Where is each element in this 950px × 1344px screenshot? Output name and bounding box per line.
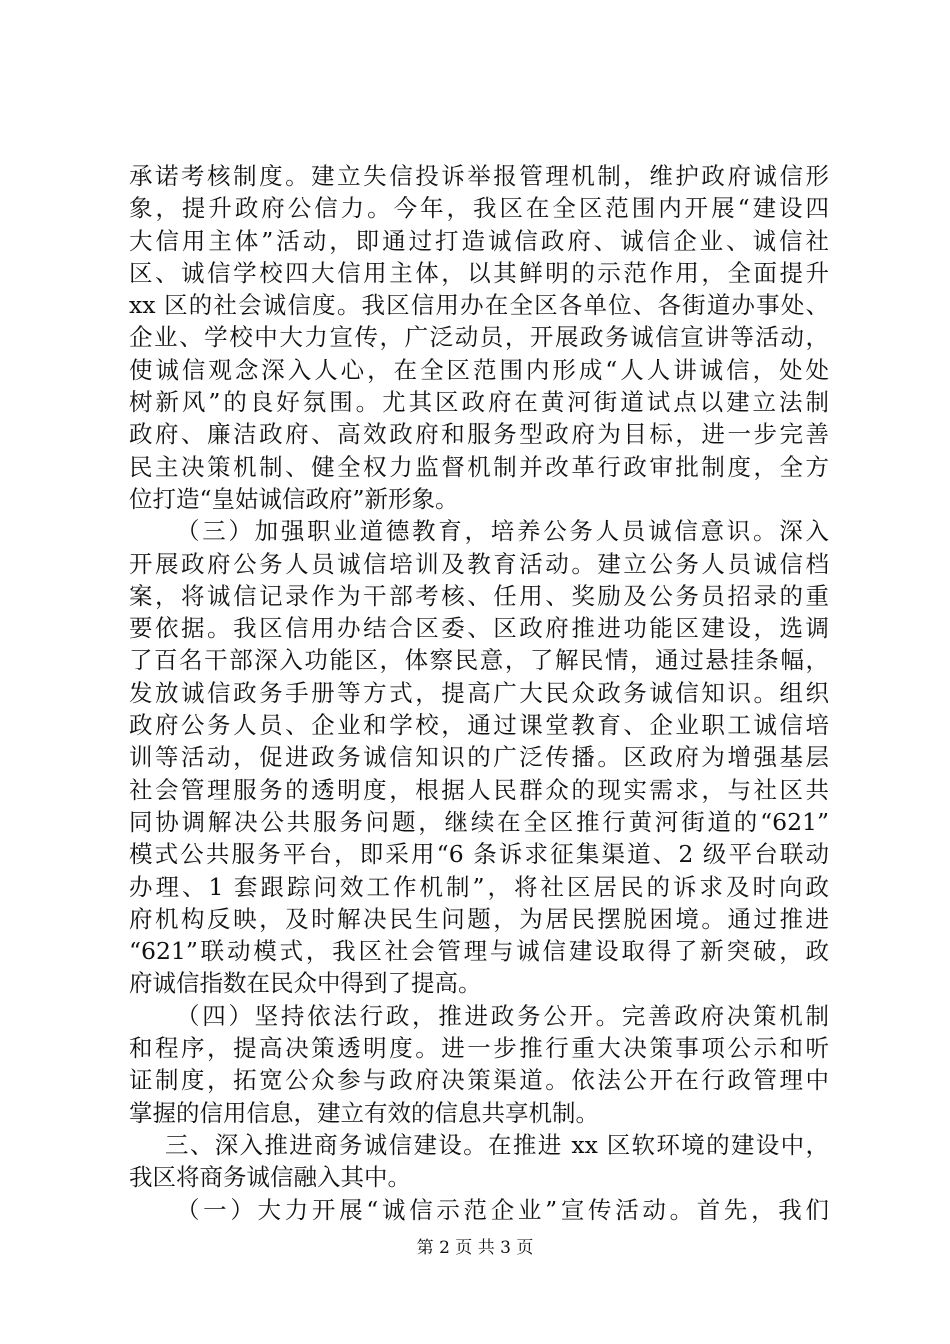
text-line: （三）加强职业道德教育，培养公务人员诚信意识。深入 [176, 517, 829, 546]
text-line: 同协调解决公共服务问题，继续在全区推行黄河街道的“621” [129, 807, 829, 836]
text-line: 证制度，拓宽公众参与政府决策渠道。依法公开在行政管理中 [129, 1066, 829, 1095]
text-line: 使诚信观念深入人心，在全区范围内形成“人人讲诚信，处处 [129, 355, 829, 384]
text-line: 要依据。我区信用办结合区委、区政府推进功能区建设，选调 [129, 614, 829, 643]
text-line: 承诺考核制度。建立失信投诉举报管理机制，维护政府诚信形 [129, 162, 829, 190]
text-line: 我区将商务诚信融入其中。 [129, 1163, 411, 1192]
text-line: 办理、1 套跟踪问效工作机制”，将社区居民的诉求及时向政 [129, 872, 829, 901]
text-line: 三、深入推进商务诚信建设。在推进 xx 区软环境的建设中， [165, 1130, 829, 1159]
text-line: 案，将诚信记录作为干部考核、任用、奖励及公务员招录的重 [129, 581, 829, 610]
text-line: 企业、学校中大力宣传，广泛动员，开展政务诚信宣讲等活动， [129, 323, 829, 352]
text-line: 象，提升政府公信力。今年，我区在全区范围内开展“建设四 [129, 194, 829, 223]
document-body [129, 160, 829, 1226]
text-line: 位打造“皇姑诚信政府”新形象。 [129, 484, 459, 513]
text-line: 区、诚信学校四大信用主体，以其鲜明的示范作用，全面提升 [129, 258, 829, 287]
text-line: 政府、廉洁政府、高效政府和服务型政府为目标，进一步完善 [129, 420, 829, 449]
text-line: 掌握的信用信息，建立有效的信息共享机制。 [129, 1098, 599, 1127]
text-line: 发放诚信政务手册等方式，提高广大民众政务诚信知识。组织 [129, 678, 829, 707]
text-line: 和程序，提高决策透明度。进一步推行重大决策事项公示和听 [129, 1034, 829, 1063]
text-line: “621”联动模式，我区社会管理与诚信建设取得了新突破，政 [129, 937, 829, 966]
text-line: 了百名干部深入功能区，体察民意，了解民情，通过悬挂条幅， [129, 646, 829, 675]
text-line: 开展政府公务人员诚信培训及教育活动。建立公务人员诚信档 [129, 549, 829, 578]
text-line: 树新风”的良好氛围。尤其区政府在黄河街道试点以建立法制 [129, 388, 829, 417]
text-line: xx 区的社会诚信度。我区信用办在全区各单位、各街道办事处、 [129, 291, 829, 320]
text-line: 府诚信指数在民众中得到了提高。 [129, 969, 482, 998]
page-footer: 第 2 页 共 3 页 [416, 1238, 534, 1258]
text-line: 府机构反映，及时解决民生问题，为居民摆脱困境。通过推进 [129, 904, 829, 933]
text-line: 社会管理服务的透明度，根据人民群众的现实需求，与社区共 [129, 775, 829, 804]
text-line: 民主决策机制、健全权力监督机制并改革行政审批制度，全方 [129, 452, 829, 481]
text-line: 大信用主体”活动，即通过打造诚信政府、诚信企业、诚信社 [129, 226, 829, 255]
text-line: 政府公务人员、企业和学校，通过课堂教育、企业职工诚信培 [129, 711, 829, 740]
text-line: 模式公共服务平台，即采用“6 条诉求征集渠道、2 级平台联动 [129, 840, 829, 869]
text-line: 训等活动，促进政务诚信知识的广泛传播。区政府为增强基层 [129, 743, 829, 772]
text-line: （一）大力开展“诚信示范企业”宣传活动。首先，我们 [176, 1195, 829, 1224]
text-line: （四）坚持依法行政，推进政务公开。完善政府决策机制 [176, 1001, 829, 1030]
